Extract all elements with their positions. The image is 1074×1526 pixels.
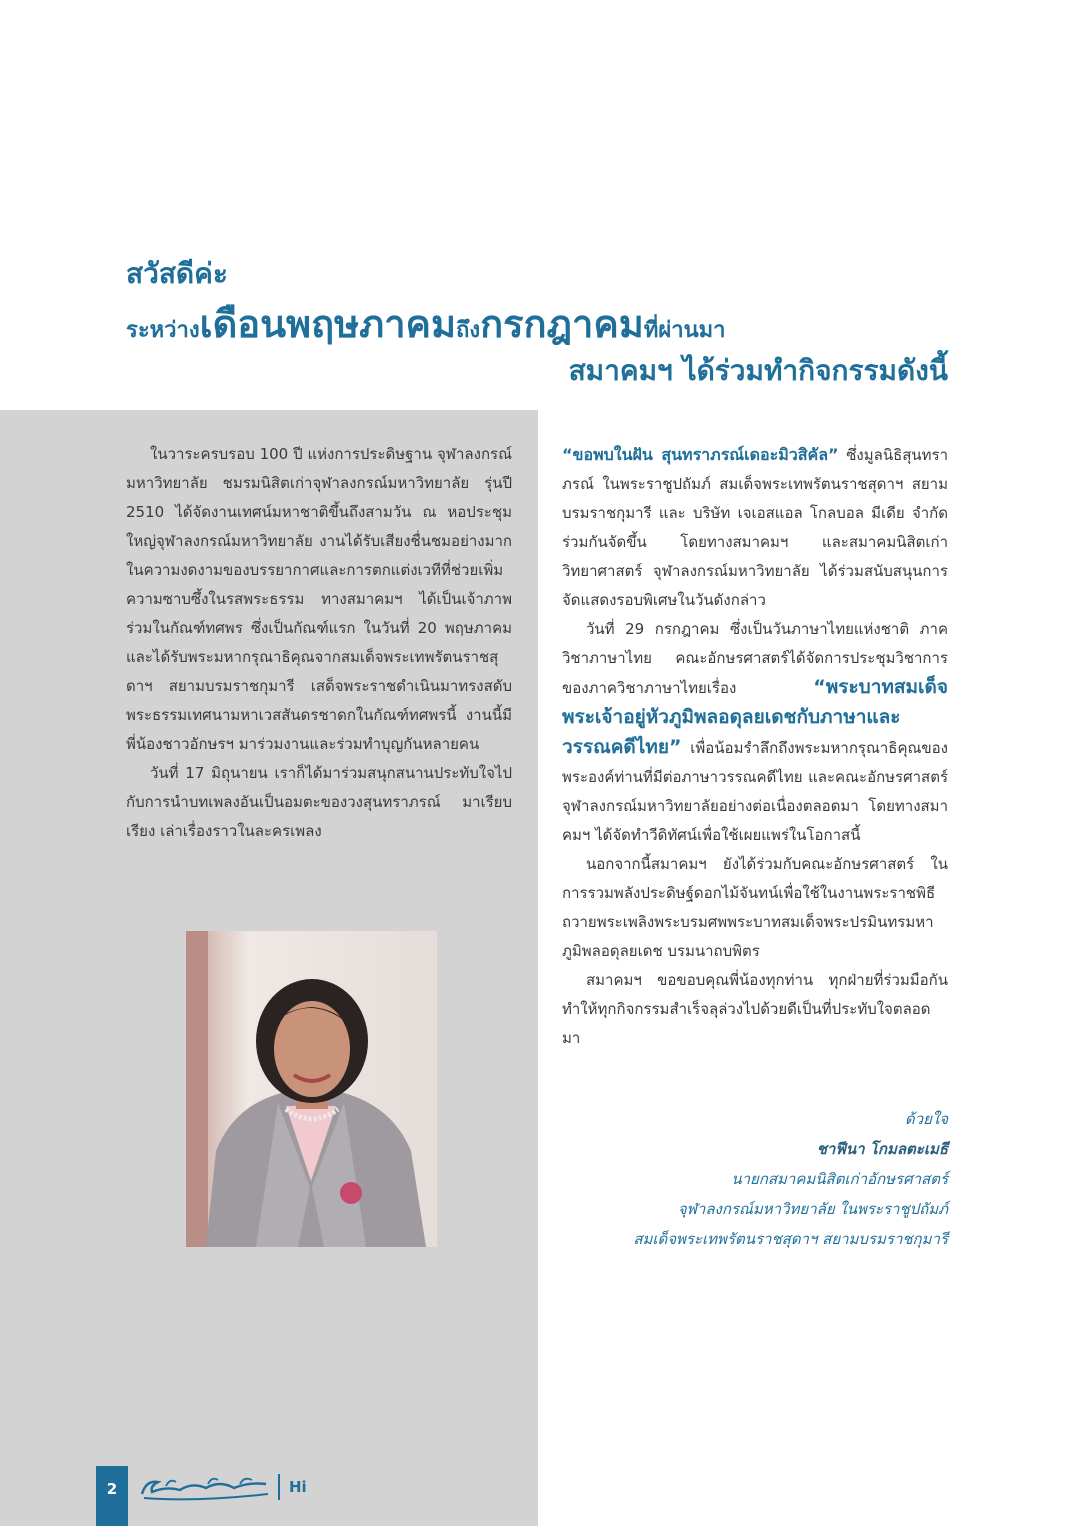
- portrait-photo: [186, 931, 437, 1247]
- page-heading: [0, 0, 1074, 410]
- footer-separator: [278, 1474, 280, 1500]
- right-paragraph-2-start: วันที่ 29 กรกฎาคม ซึ่งเป็นวันภาษาไทยแห่งชาติ ภาควิชาภาษาไทย คณะอักษรศาสตร์ได้จัดการประชุมวิชาการของภาควิชาภาษาไทยเรื่อง: [562, 620, 948, 697]
- left-paragraph-2: วันที่ 17 มิถุนายน เราก็ได้มาร่วมสนุกสนานประทับใจไปกับการนำบทเพลงอันเป็นอมตะของวงสุนทราภรณ์ มาเรียบเรียง เล่าเรื่องราวในละครเพลง: [126, 764, 512, 840]
- heading-period-to: ถึง: [456, 318, 481, 343]
- magazine-script-logo-icon: [136, 1472, 276, 1506]
- right-paragraph-4: สมาคมฯ ขอขอบคุณพี่น้องทุกท่าน ทุกฝ่ายที่ร่วมมือกันทำให้ทุกกิจกรรมสำเร็จลุล่วงไปด้วยดีเป็นที่ประทับใจตลอดมา: [562, 971, 948, 1047]
- signature-block: [528, 1104, 948, 1254]
- heading-month-start: เดือนพฤษภาคม: [199, 302, 457, 346]
- right-paragraph-1: [562, 440, 948, 615]
- heading-month-end: กรกฎาคม: [480, 302, 644, 346]
- page-number-tab: [96, 1466, 128, 1526]
- right-paragraph-2: [562, 615, 948, 850]
- left-column: [126, 440, 512, 846]
- heading-greeting: สวัสดีค่ะ: [126, 257, 228, 290]
- right-paragraph-3: นอกจากนี้สมาคมฯ ยังได้ร่วมกับคณะอักษรศาสตร์ ในการรวมพลังประดิษฐ์ดอกไม้จันทน์เพื่อใช้ในงานพระราชพิธีถวายพระเพลิงพระบรมศพพระบาทสมเด็จพระปรมินทรมหาภูมิพลอดุลยเดช บรมนาถบพิตร: [562, 855, 948, 960]
- signature-name: ชาฟีนา โกมลตะเมธี: [816, 1140, 948, 1158]
- footer-hi-label: Hi: [289, 1478, 307, 1496]
- heading-period-suffix: ที่ผ่านมา: [643, 318, 726, 343]
- musical-title-quote: “ขอพบในฝัน สุนทราภรณ์เดอะมิวสิคัล”: [562, 445, 839, 464]
- right-column: [562, 440, 948, 1053]
- left-paragraph-1: ในวาระครบรอบ 100 ปี แห่งการประดิษฐาน จุฬาลงกรณ์มหาวิทยาลัย ชมรมนิสิตเก่าจุฬาลงกรณ์มหาวิทยาลัย รุ่นปี 2510 ได้จัดงานเทศน์มหาชาติขึ้นถึงสามวัน ณ หอประชุมใหญ่จุฬาลงกรณ์มหาวิทยาลัย งานได้รับเสียงชื่นชมอย่างมากในความงดงามของบรรยากาศและการตกแต่งเวทีที่ช่วยเพิ่มความซาบซึ้งในรสพระธรรม ทางสมาคมฯ ได้เป็นเจ้าภาพร่วมในกัณฑ์ทศพร ซึ่งเป็นกัณฑ์แรก ในวันที่ 20 พฤษภาคม และได้รับพระมหากรุณาธิคุณจากสมเด็จพระเทพรัตนราชสุดาฯ สยามบรมราชกุมารี เสด็จพระราชดำเนินมาทรงสดับพระธรรมเทศนามหาเวสสันดรชาดกในกัณฑ์ทศพรนี้ งานนี้มีพี่น้องชาวอักษรฯ มาร่วมงานและร่วมทำบุญกันหลายคน: [126, 445, 512, 753]
- signature-closing: ด้วยใจ: [904, 1110, 948, 1128]
- page-number: 2: [106, 1480, 118, 1498]
- signature-title-2: จุฬาลงกรณ์มหาวิทยาลัย ในพระราชูปถัมภ์: [677, 1200, 948, 1218]
- right-paragraph-1-text: ซึ่งมูลนิธิสุนทราภรณ์ ในพระราชูปถัมภ์ สมเด็จพระเทพรัตนราชสุดาฯ สยามบรมราชกุมารี และ บริษัท เจเอสแอล โกลบอล มีเดีย จำกัด ร่วมกันจัดขึ้น โดยทางสมาคมฯ และสมาคมนิสิตเก่าวิทยาศาสตร์ จุฬาลงกรณ์มหาวิทยาลัย ได้ร่วมสนับสนุนการจัดแสดงรอบพิเศษในวันดังกล่าว: [562, 446, 948, 609]
- portrait-illustration-icon: [186, 931, 437, 1247]
- conference-title-quote: “พระบาทสมเด็จพระเจ้าอยู่หัวภูมิพลอดุลยเดชกับภาษาและวรรณคดีไทย”: [562, 676, 948, 758]
- heading-subtitle: สมาคมฯ ได้ร่วมทำกิจกรรมดังนี้: [568, 354, 948, 387]
- heading-period-prefix: ระหว่าง: [126, 318, 200, 343]
- signature-title-1: นายกสมาคมนิสิตเก่าอักษรศาสตร์: [731, 1170, 948, 1188]
- signature-title-3: สมเด็จพระเทพรัตนราชสุดาฯ สยามบรมราชกุมารี: [633, 1230, 948, 1248]
- right-paragraph-2-rest: เพื่อน้อมรำลึกถึงพระมหากรุณาธิคุณของพระองค์ท่านที่มีต่อภาษาวรรณคดีไทย และคณะอักษรศาสตร์ จุฬาลงกรณ์มหาวิทยาลัยอย่างต่อเนื่องตลอดมา โดยทางสมาคมฯ ได้จัดทำวีดิทัศน์เพื่อใช้เผยแพร่ในโอกาสนี้: [562, 739, 948, 844]
